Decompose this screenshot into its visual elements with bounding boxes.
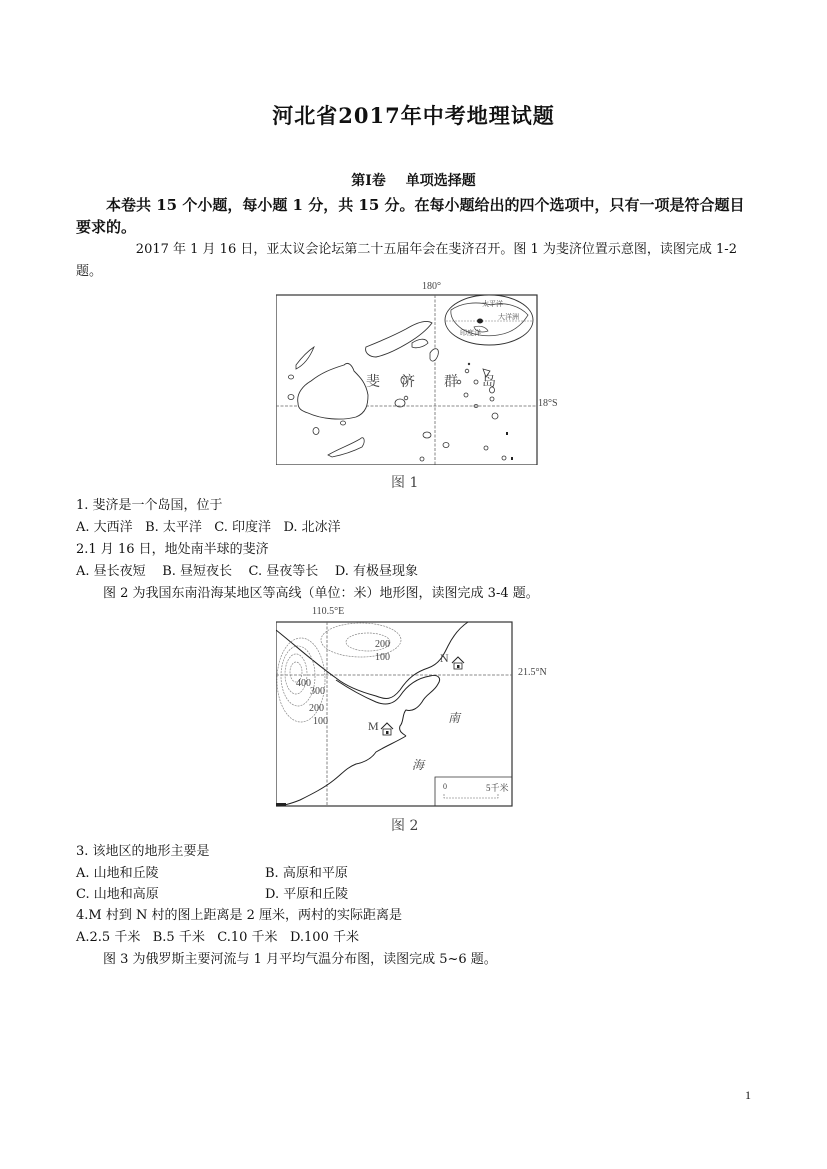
question-1-stem: 1. 斐济是一个岛国，位于: [76, 498, 223, 513]
q3-option-b[interactable]: B. 高原和平原: [265, 866, 348, 881]
latitude-label-21-5n: 21.5°N: [518, 667, 547, 678]
q3-option-c[interactable]: C. 山地和高原: [76, 887, 159, 902]
page-title: 河北省2017年中考地理试题: [272, 103, 555, 128]
q4-option-b[interactable]: B.5 千米: [152, 930, 205, 945]
intro-paragraph-2: 图 2 为我国东南沿海某地区等高线（单位：米）地形图，读图完成 3-4 题。: [103, 586, 539, 601]
question-1-options: [76, 518, 341, 538]
instructions: 本卷共 15 个小题，每小题 1 分，共 15 分。在每小题给出的四个选项中，只有一项是符合题目要求的。: [76, 196, 745, 236]
page-number: 1: [745, 1088, 751, 1102]
fiji-label-char-2: 济: [401, 375, 415, 390]
question-4-stem: 4.M 村到 N 村的图上距离是 2 厘米，两村的实际距离是: [76, 908, 403, 923]
contour-label-200-west: 200: [309, 703, 324, 714]
question-3-options-row2: [76, 885, 476, 905]
contour-label-100-north: 100: [375, 652, 390, 663]
q3-option-a[interactable]: A. 山地和丘陵: [76, 866, 159, 881]
question-2-stem: 2.1 月 16 日，地处南半球的斐济: [76, 542, 269, 557]
intro-paragraph-3: 图 3 为俄罗斯主要河流与 1 月平均气温分布图，读图完成 5~6 题。: [103, 952, 497, 967]
q4-option-c[interactable]: C.10 千米: [217, 930, 278, 945]
fiji-map-graphic: [276, 285, 576, 465]
contour-label-100-west: 100: [313, 716, 328, 727]
contour-label-400: 400: [296, 678, 311, 689]
figure-2-caption: 图 2: [391, 818, 419, 834]
q2-option-c[interactable]: C. 昼夜等长: [248, 564, 319, 579]
q2-option-d[interactable]: D. 有极昼现象: [334, 564, 419, 579]
q2-option-a[interactable]: A. 昼长夜短: [76, 564, 146, 579]
question-3-options-row1: [76, 864, 476, 884]
intro-paragraph-1: 2017 年 1 月 16 日，亚太议会论坛第二十五届年会在斐济召开。图 1 为斐济位置示意图，读图完成 1-2 题。: [76, 242, 737, 279]
inset-label-pacific: 太平洋: [482, 300, 503, 308]
village-n-label: N: [440, 651, 449, 665]
scale-start: 0: [443, 782, 447, 791]
scale-end: 5千米: [486, 783, 509, 793]
contour-label-300: 300: [310, 686, 325, 697]
section-part: 第Ⅰ卷: [351, 173, 386, 189]
sea-label-nan: 南: [448, 711, 461, 725]
fiji-label-char-4: 岛: [482, 375, 496, 390]
q4-option-d[interactable]: D.100 千米: [289, 930, 359, 945]
sea-label-hai: 海: [412, 758, 425, 772]
latitude-label-18s: 18°S: [538, 398, 558, 409]
inset-label-indian: 印度洋: [460, 329, 481, 337]
figure-2-contour-map: [276, 604, 576, 814]
q1-option-a[interactable]: A. 大西洋: [76, 520, 133, 535]
inset-label-oceania: 大洋洲: [498, 313, 519, 321]
fiji-label-char-1: 斐: [366, 375, 380, 390]
question-3-stem: 3. 该地区的地形主要是: [76, 844, 210, 859]
fiji-label-char-3: 群: [444, 375, 458, 390]
figure-1-fiji-map: [276, 281, 576, 465]
section-heading: [0, 170, 827, 190]
q2-option-b[interactable]: B. 昼短夜长: [162, 564, 233, 579]
q1-option-b[interactable]: B. 太平洋: [145, 520, 202, 535]
q3-option-d[interactable]: D. 平原和丘陵: [265, 887, 349, 902]
q4-option-a[interactable]: A.2.5 千米: [76, 930, 141, 945]
longitude-label-110-5e: 110.5°E: [312, 606, 345, 617]
q1-option-d[interactable]: D. 北冰洋: [283, 520, 341, 535]
contour-label-200-north: 200: [375, 639, 390, 650]
longitude-label-180: 180°: [422, 281, 441, 292]
q1-option-c[interactable]: C. 印度洋: [214, 520, 272, 535]
section-name: 单项选择题: [405, 173, 476, 189]
village-m-label: M: [368, 719, 379, 733]
figure-1-caption: 图 1: [391, 475, 419, 491]
question-4-options: [76, 928, 359, 948]
question-2-options: [76, 562, 418, 582]
